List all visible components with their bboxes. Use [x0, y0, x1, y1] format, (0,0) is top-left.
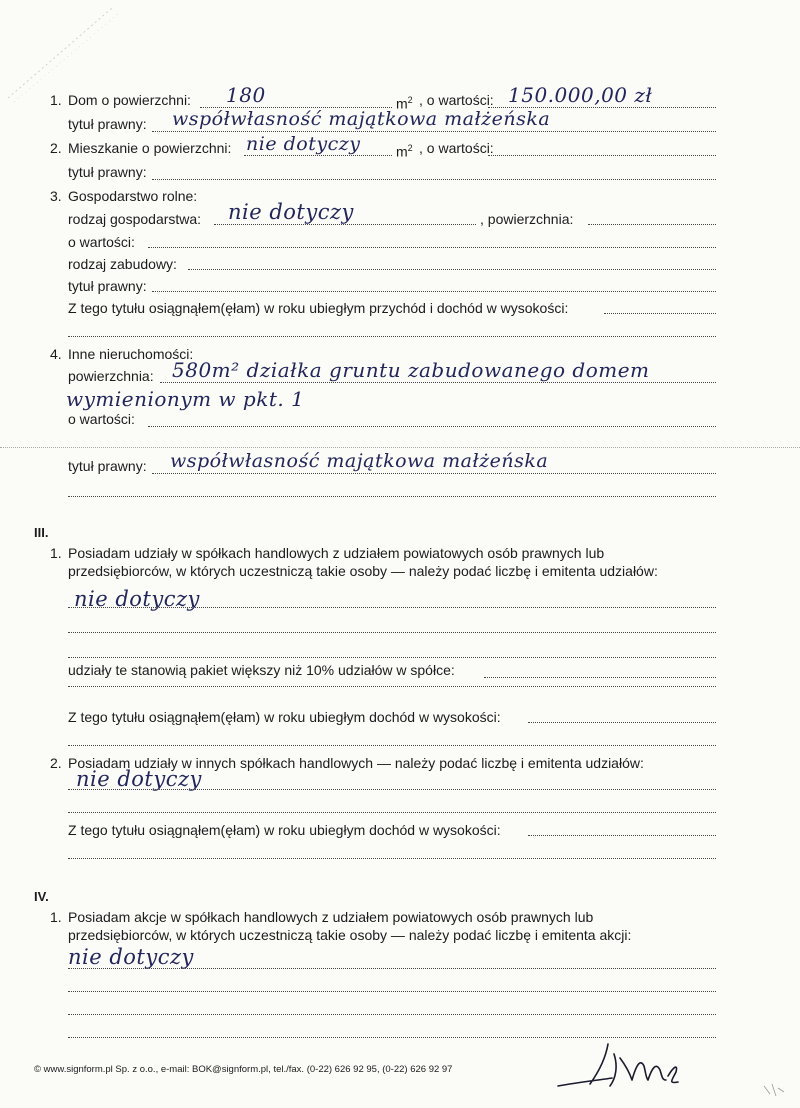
other-area-value-line2: wymienionym w pkt. 1	[66, 387, 305, 411]
iv-1-text-line1: Posiadam akcje w spółkach handlowych z udziałem powiatowych osób prawnych lub	[68, 909, 594, 925]
other-area-line	[160, 382, 716, 383]
iii-1-line-2	[68, 632, 716, 633]
page-fold-line	[0, 447, 800, 448]
section-iv-mark: IV.	[34, 889, 49, 904]
house-area-label: Dom o powierzchni:	[68, 92, 191, 108]
iii-2-number: 2.	[50, 755, 62, 771]
flat-unit: $m^2$	[396, 143, 413, 160]
iii-1-income-line	[528, 722, 716, 723]
flat-area-value: nie dotyczy	[246, 133, 361, 155]
flat-value-line	[488, 155, 716, 156]
iv-1-line-2	[68, 991, 716, 992]
house-value-label: , o wartości:	[419, 92, 494, 108]
iii-1-stake-line	[484, 677, 716, 678]
flat-area-line	[244, 155, 392, 156]
farm-value-label: o wartości:	[68, 234, 135, 250]
farm-income-line-1	[604, 313, 716, 314]
iii-1-answer: nie dotyczy	[74, 587, 200, 611]
iii-2-text: Posiadam udziały w innych spółkach handlowych — należy podać liczbę i emitenta udziałów:	[68, 755, 644, 771]
flat-value-label: , o wartości:	[419, 140, 494, 156]
iii-1-text-line2: przedsiębiorców, w których uczestniczą takie osoby — należy podać liczbę i emitenta udziałów:	[68, 563, 658, 579]
iii-2-line-2	[68, 812, 716, 813]
section-iii-mark: III.	[34, 525, 49, 540]
farm-type-value: nie dotyczy	[228, 200, 354, 224]
other-value-line	[148, 426, 716, 427]
iii-1-number: 1.	[50, 545, 62, 561]
iv-1-line-3	[68, 1014, 716, 1015]
iii-1-line-5	[68, 745, 716, 746]
item-3-number: 3.	[50, 188, 62, 204]
other-title-line	[152, 473, 716, 474]
item-4-number: 4.	[50, 346, 62, 362]
house-area-value: 180	[226, 83, 266, 107]
farm-type-line	[214, 224, 476, 225]
iii-2-line-1	[68, 789, 716, 790]
flat-area-label: Mieszkanie o powierzchni:	[68, 140, 232, 156]
iv-1-answer: nie dotyczy	[68, 945, 194, 969]
house-title-line	[152, 131, 716, 132]
iv-1-line-1	[68, 968, 716, 969]
iv-1-number: 1.	[50, 909, 62, 925]
other-value-label: o wartości:	[68, 411, 135, 427]
farm-area-label: , powierzchnia:	[480, 211, 574, 227]
iii-1-line-1	[68, 607, 716, 608]
farm-value-line	[148, 247, 716, 248]
other-extra-line	[68, 496, 716, 497]
iii-2-income-line	[528, 835, 716, 836]
house-unit: $m^2$	[396, 95, 413, 112]
farm-type-label: rodzaj gospodarstwa:	[68, 211, 202, 227]
farm-income-text: Z tego tytułu osiągnąłem(ęłam) w roku ubiegłym przychód i dochód w wysokości:	[68, 300, 569, 316]
iii-1-line-4	[68, 686, 716, 687]
other-area-value-line1: 580m² działka gruntu zabudowanego domem	[172, 358, 650, 382]
farm-heading: Gospodarstwo rolne:	[68, 188, 198, 204]
iv-1-text-line2: przedsiębiorców, w których uczestniczą takie osoby — należy podać liczbę i emitenta akcji:	[68, 927, 632, 943]
other-title-label: tytuł prawny:	[68, 458, 147, 474]
house-value: 150.000,00 zł	[508, 83, 653, 107]
iii-1-line-3	[68, 657, 716, 658]
iii-2-answer: nie dotyczy	[76, 767, 202, 791]
house-title-value: współwłasność majątkowa małżeńska	[172, 108, 551, 130]
farm-title-line	[152, 291, 716, 292]
farm-title-label: tytuł prawny:	[68, 278, 147, 294]
farm-income-line-2	[68, 336, 716, 337]
item-1-number: 1.	[50, 92, 62, 108]
iii-1-stake-text: udziały te stanowią pakiet większy niż 10% udziałów w spółce:	[68, 662, 455, 678]
other-title-value: współwłasność majątkowa małżeńska	[170, 450, 549, 472]
farm-area-line	[588, 224, 716, 225]
flat-title-label: tytuł prawny:	[68, 164, 147, 180]
farm-buildings-line	[188, 269, 716, 270]
iii-2-income-text: Z tego tytułu osiągnąłem(ęłam) w roku ubiegłym dochód w wysokości:	[68, 822, 501, 838]
farm-buildings-label: rodzaj zabudowy:	[68, 256, 177, 272]
item-2-number: 2.	[50, 140, 62, 156]
iii-2-line-3	[68, 858, 716, 859]
scan-artifact-corner	[760, 1078, 790, 1102]
signature	[550, 1036, 700, 1096]
iii-1-income-text: Z tego tytułu osiągnąłem(ęłam) w roku ubiegłym dochód w wysokości:	[68, 709, 501, 725]
iii-1-text-line1: Posiadam udziały w spółkach handlowych z udziałem powiatowych osób prawnych lub	[68, 545, 605, 561]
other-area-label: powierzchnia:	[68, 368, 154, 384]
other-property-heading: Inne nieruchomości:	[68, 346, 194, 362]
flat-title-line	[152, 179, 716, 180]
house-title-label: tytuł prawny:	[68, 116, 147, 132]
footer-text: © www.signform.pl Sp. z o.o., e-mail: BOK@signform.pl, tel./fax. (0-22) 626 92 95, (0-22) 626 92 97	[34, 1064, 453, 1075]
